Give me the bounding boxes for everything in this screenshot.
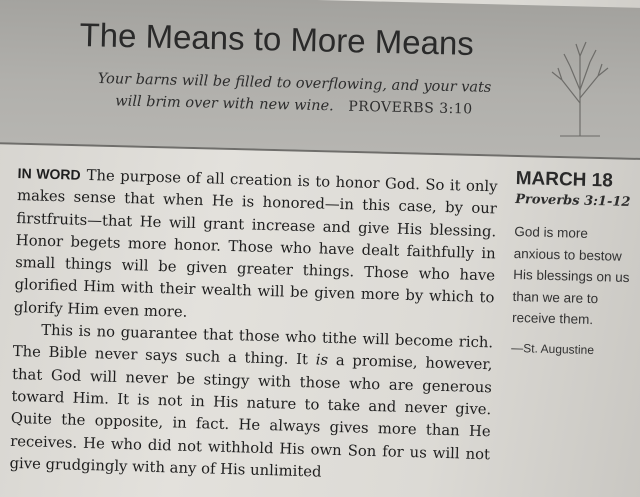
- paragraph-2: [9, 319, 493, 488]
- sidebar-quote: God is more anxious to bestow His blessings on us than we are to receive them.: [511, 223, 630, 328]
- scripture-passage: Proverbs 3:1-12: [514, 191, 631, 211]
- verse-line-2: will brim over with new wine.: [115, 93, 334, 115]
- paragraph-1: [14, 162, 498, 332]
- verse-reference: PROVERBS 3:10: [348, 98, 473, 118]
- page-title: The Means to More Means: [79, 16, 475, 62]
- date-heading: MARCH 18: [515, 168, 614, 192]
- verse-line-1: Your barns will be filled to overflowing, and your vats: [97, 70, 492, 96]
- paragraph-2-text-b: a promise, however, that God will never be stingy with those who are generous toward Him. It is not in His nature to take and never give. Quite the opposite, in fact. He always gives more than He receives. He who did not withhold His own Son for us will not give grudgingly with any of His unlimited: [9, 352, 493, 481]
- epigraph-verse: [97, 68, 498, 121]
- tree-illustration: [540, 28, 620, 138]
- in-word-label: IN WORD: [17, 164, 81, 183]
- paragraph-1-text: The purpose of all creation is to honor God. So it only makes sense that when He is honored—in this case, by our firstfruits—that He will grant increase and give His blessing. Honor begets more honor. Those who have dealt faithfully in small things will be given greater things. Those who have glorified Him with their wealth will be given more by which to glorify Him even more.: [13, 166, 498, 321]
- devotional-body: [9, 162, 498, 488]
- sidebar: [511, 168, 640, 358]
- paragraph-2-text-a: This is no guarantee that those who tithe will become rich. The Bible never says such a thing. It: [12, 321, 494, 369]
- quote-attribution: —St. Augustine: [511, 340, 595, 357]
- paragraph-2-emphasis: is: [315, 351, 329, 370]
